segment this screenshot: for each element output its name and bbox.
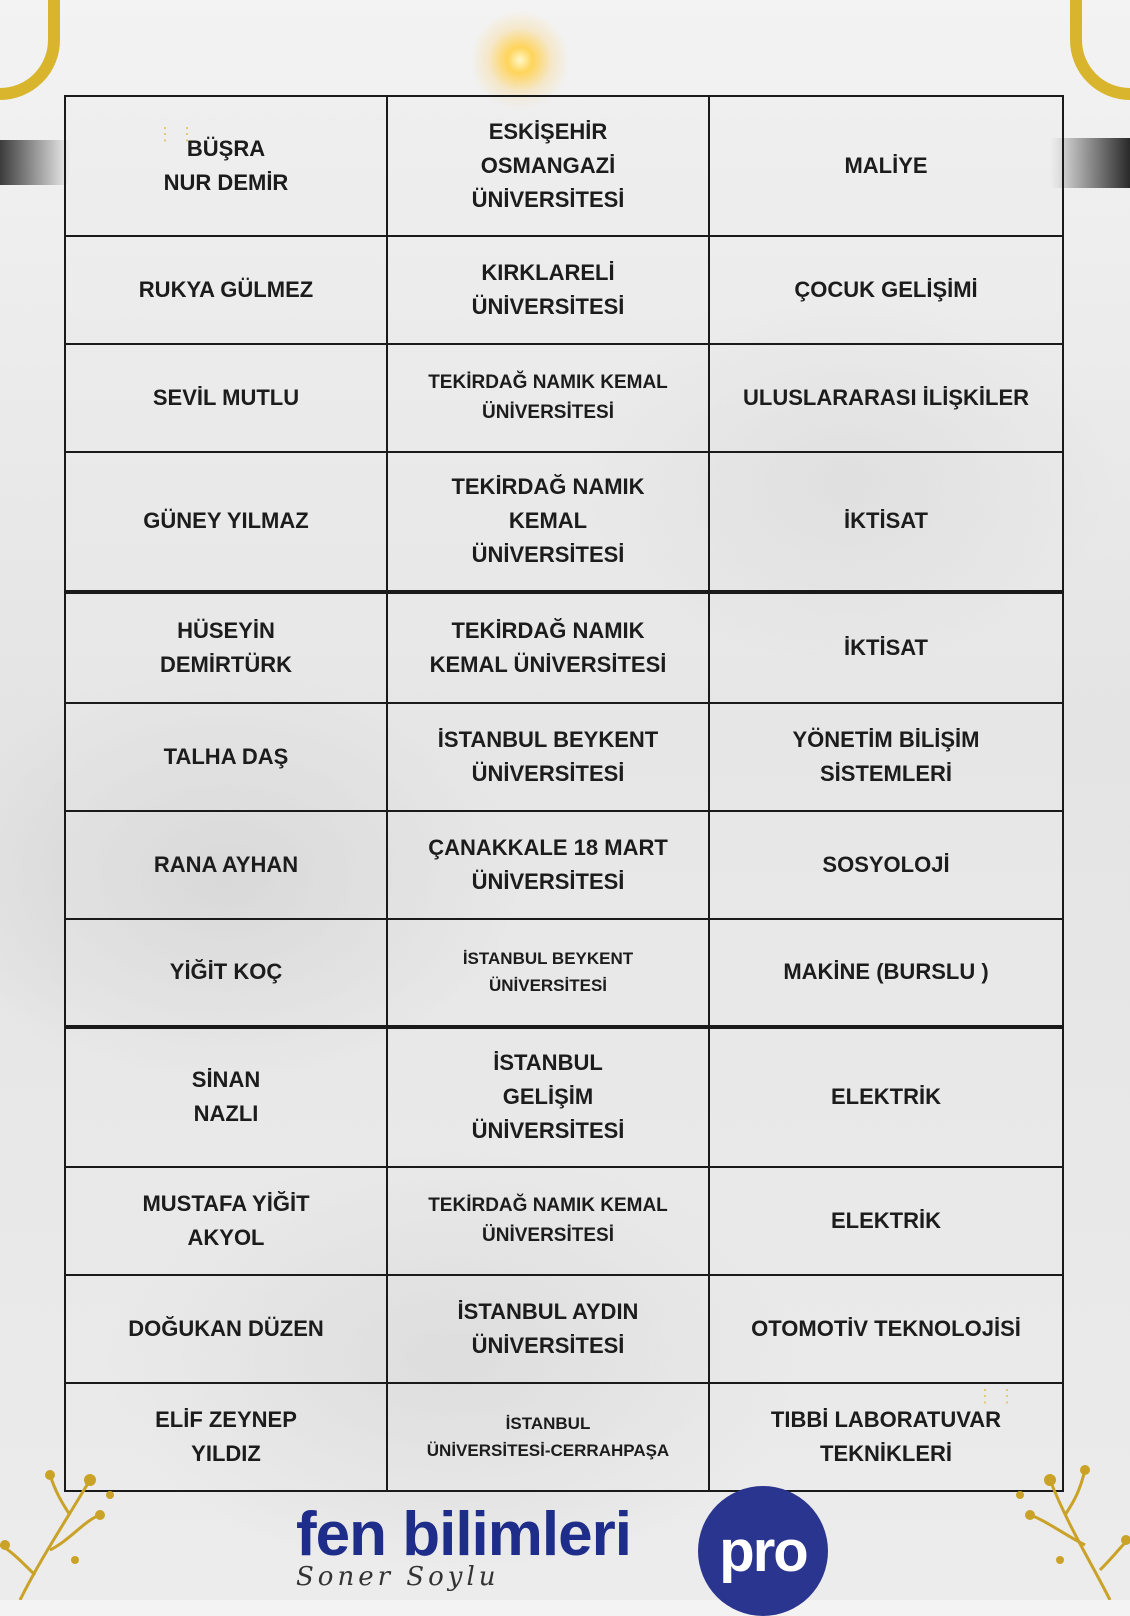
cell-department: MALİYE <box>709 96 1063 236</box>
cell-university: İSTANBUL BEYKENT ÜNİVERSİTESİ <box>387 703 709 811</box>
logo-badge-text: pro <box>719 1519 807 1584</box>
cell-university: İSTANBUL BEYKENT ÜNİVERSİTESİ <box>387 919 709 1027</box>
results-table-container <box>64 95 1062 1492</box>
cell-name: ELİF ZEYNEP YILDIZ <box>65 1383 387 1491</box>
cell-name: TALHA DAŞ <box>65 703 387 811</box>
cell-department: YÖNETİM BİLİŞİM SİSTEMLERİ <box>709 703 1063 811</box>
cell-university: İSTANBUL GELİŞİM ÜNİVERSİTESİ <box>387 1027 709 1167</box>
table-row <box>65 1275 1063 1383</box>
cell-university: TEKİRDAĞ NAMIK KEMAL ÜNİVERSİTESİ <box>387 344 709 452</box>
cell-university: TEKİRDAĞ NAMIK KEMAL ÜNİVERSİTESİ <box>387 592 709 703</box>
table-row <box>65 96 1063 236</box>
cell-department: ELEKTRİK <box>709 1167 1063 1275</box>
cell-university: İSTANBUL AYDIN ÜNİVERSİTESİ <box>387 1275 709 1383</box>
cell-university: ESKİŞEHİR OSMANGAZİ ÜNİVERSİTESİ <box>387 96 709 236</box>
cell-university: KIRKLARELİ ÜNİVERSİTESİ <box>387 236 709 344</box>
cell-department: SOSYOLOJİ <box>709 811 1063 919</box>
cell-university: ÇANAKKALE 18 MART ÜNİVERSİTESİ <box>387 811 709 919</box>
cell-name: MUSTAFA YİĞİT AKYOL <box>65 1167 387 1275</box>
cell-department: MAKİNE (BURSLU ) <box>709 919 1063 1027</box>
cell-name: RANA AYHAN <box>65 811 387 919</box>
cell-department: OTOMOTİV TEKNOLOJİSİ <box>709 1275 1063 1383</box>
gold-dots-decoration: ⋮⋮ <box>156 124 200 144</box>
cell-department: TIBBİ LABORATUVAR TEKNİKLERİ <box>709 1383 1063 1491</box>
gold-ring-left-decoration <box>0 0 60 100</box>
gold-plant-left-decoration <box>0 1420 140 1600</box>
cell-name: SİNAN NAZLI <box>65 1027 387 1167</box>
gold-plant-right-decoration <box>990 1420 1130 1600</box>
table-row <box>65 592 1063 703</box>
cell-university: TEKİRDAĞ NAMIK KEMAL ÜNİVERSİTESİ <box>387 452 709 592</box>
brand-logo <box>296 1500 836 1600</box>
cell-name: YİĞİT KOÇ <box>65 919 387 1027</box>
logo-main-text: fen bilimleri <box>296 1500 631 1569</box>
cell-university: İSTANBUL ÜNİVERSİTESİ-CERRAHPAŞA <box>387 1383 709 1491</box>
cell-name: RUKYA GÜLMEZ <box>65 236 387 344</box>
gold-ring-right-decoration <box>1070 0 1130 100</box>
cell-department: İKTİSAT <box>709 592 1063 703</box>
logo-signature: Soner Soylu <box>296 1562 500 1592</box>
cell-department: ÇOCUK GELİŞİMİ <box>709 236 1063 344</box>
cell-university: TEKİRDAĞ NAMIK KEMAL ÜNİVERSİTESİ <box>387 1167 709 1275</box>
table-row <box>65 919 1063 1027</box>
cell-name: SEVİL MUTLU <box>65 344 387 452</box>
table-row <box>65 703 1063 811</box>
table-row <box>65 236 1063 344</box>
results-table <box>64 95 1064 1492</box>
cell-name: DOĞUKAN DÜZEN <box>65 1275 387 1383</box>
table-row <box>65 1167 1063 1275</box>
cell-department: İKTİSAT <box>709 452 1063 592</box>
table-row <box>65 811 1063 919</box>
table-row <box>65 1383 1063 1491</box>
cell-name: BÜŞRA NUR DEMİR <box>65 96 387 236</box>
cell-department: ELEKTRİK <box>709 1027 1063 1167</box>
cell-name: HÜSEYİN DEMİRTÜRK <box>65 592 387 703</box>
cell-department: ULUSLARARASI İLİŞKİLER <box>709 344 1063 452</box>
shadow-band-left-decoration <box>0 140 70 185</box>
table-row <box>65 452 1063 592</box>
gold-dots-decoration: ⋮⋮ <box>976 1386 1020 1406</box>
cell-name: GÜNEY YILMAZ <box>65 452 387 592</box>
table-row <box>65 1027 1063 1167</box>
table-row <box>65 344 1063 452</box>
